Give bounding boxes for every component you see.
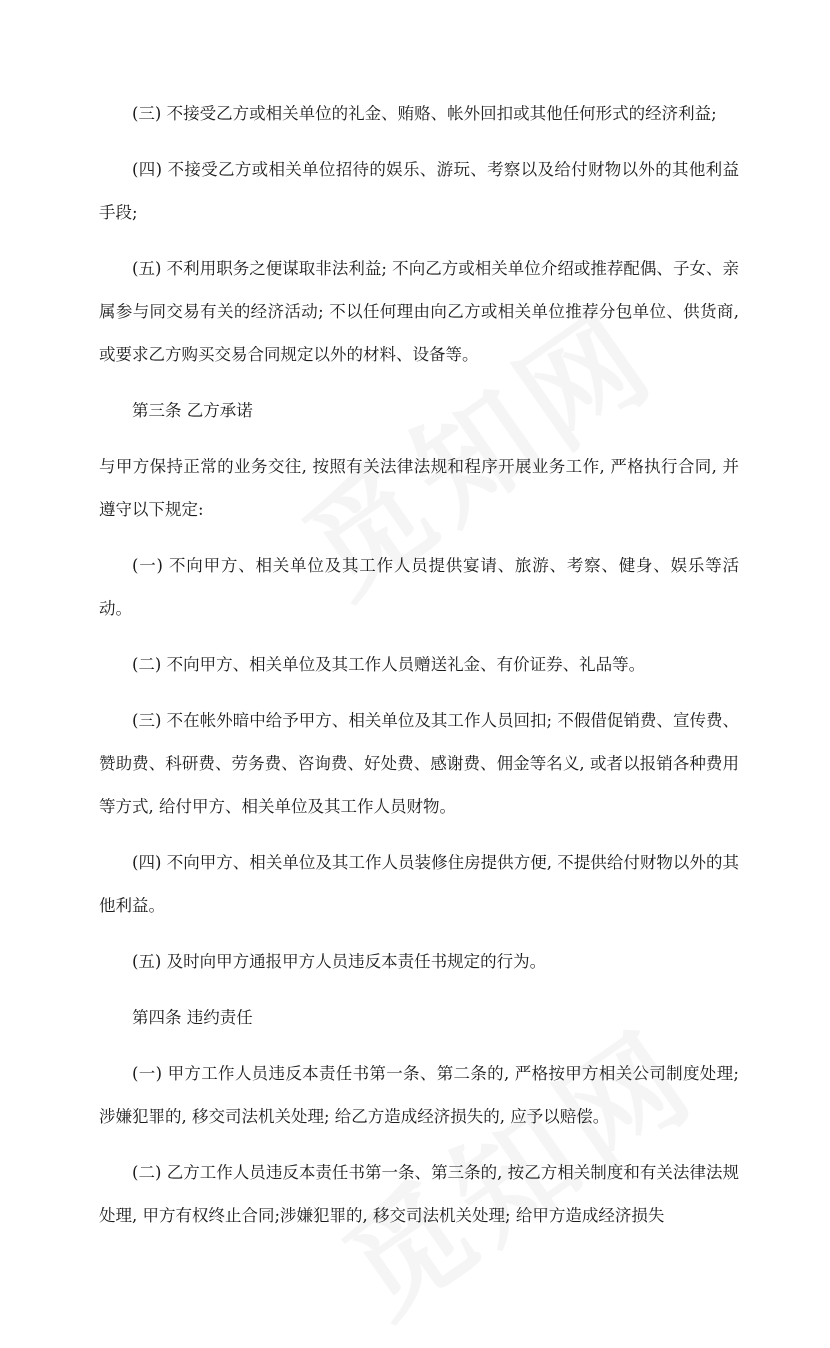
clause-2-item-5: (五) 不利用职务之便谋取非法利益; 不向乙方或相关单位介绍或推荐配偶、子女、亲属参与同交易有关的经济活动; 不以任何理由向乙方或相关单位推荐分包单位、供货商, 或要求乙方购买交易合同规定以外的材料、设备等。 [99, 259, 739, 364]
article-4-heading: 第四条 违约责任 [132, 1008, 253, 1027]
clause-4-item-1: (一) 甲方工作人员违反本责任书第一条、第二条的, 严格按甲方相关公司制度处理;涉嫌犯罪的, 移交司法机关处理; 给乙方造成经济损失的, 应予以赔偿。 [99, 1064, 739, 1126]
document-body [99, 92, 739, 1250]
clause-3-item-3: (三) 不在帐外暗中给予甲方、相关单位及其工作人员回扣; 不假借促销费、宣传费、赞助费、科研费、劳务费、咨询费、好处费、感谢费、佣金等名义, 或者以报销各种费用等方式, 给付甲方、相关单位及其工作人员财物。 [99, 711, 739, 816]
clause-3-item-2: (二) 不向甲方、相关单位及其工作人员赠送礼金、有价证券、礼品等。 [132, 655, 646, 674]
clause-2-item-3: (三) 不接受乙方或相关单位的礼金、贿赂、帐外回扣或其他任何形式的经济利益; [132, 104, 717, 123]
clause-4-item-2: (二) 乙方工作人员违反本责任书第一条、第三条的, 按乙方相关制度和有关法律法规处理, 甲方有权终止合同;涉嫌犯罪的, 移交司法机关处理; 给甲方造成经济损失 [99, 1163, 739, 1225]
clause-3-item-5: (五) 及时向甲方通报甲方人员违反本责任书规定的行为。 [132, 952, 547, 971]
clause-2-item-4: (四) 不接受乙方或相关单位招待的娱乐、游玩、考察以及给付财物以外的其他利益手段; [99, 160, 739, 222]
clause-3-item-1: (一) 不向甲方、相关单位及其工作人员提供宴请、旅游、考察、健身、娱乐等活动。 [99, 556, 739, 618]
article-3-heading: 第三条 乙方承诺 [132, 401, 253, 420]
clause-3-item-4: (四) 不向甲方、相关单位及其工作人员装修住房提供方便, 不提供给付财物以外的其他利益。 [99, 853, 739, 915]
article-3-intro: 与甲方保持正常的业务交往, 按照有关法律法规和程序开展业务工作, 严格执行合同, 并遵守以下规定: [99, 457, 739, 519]
